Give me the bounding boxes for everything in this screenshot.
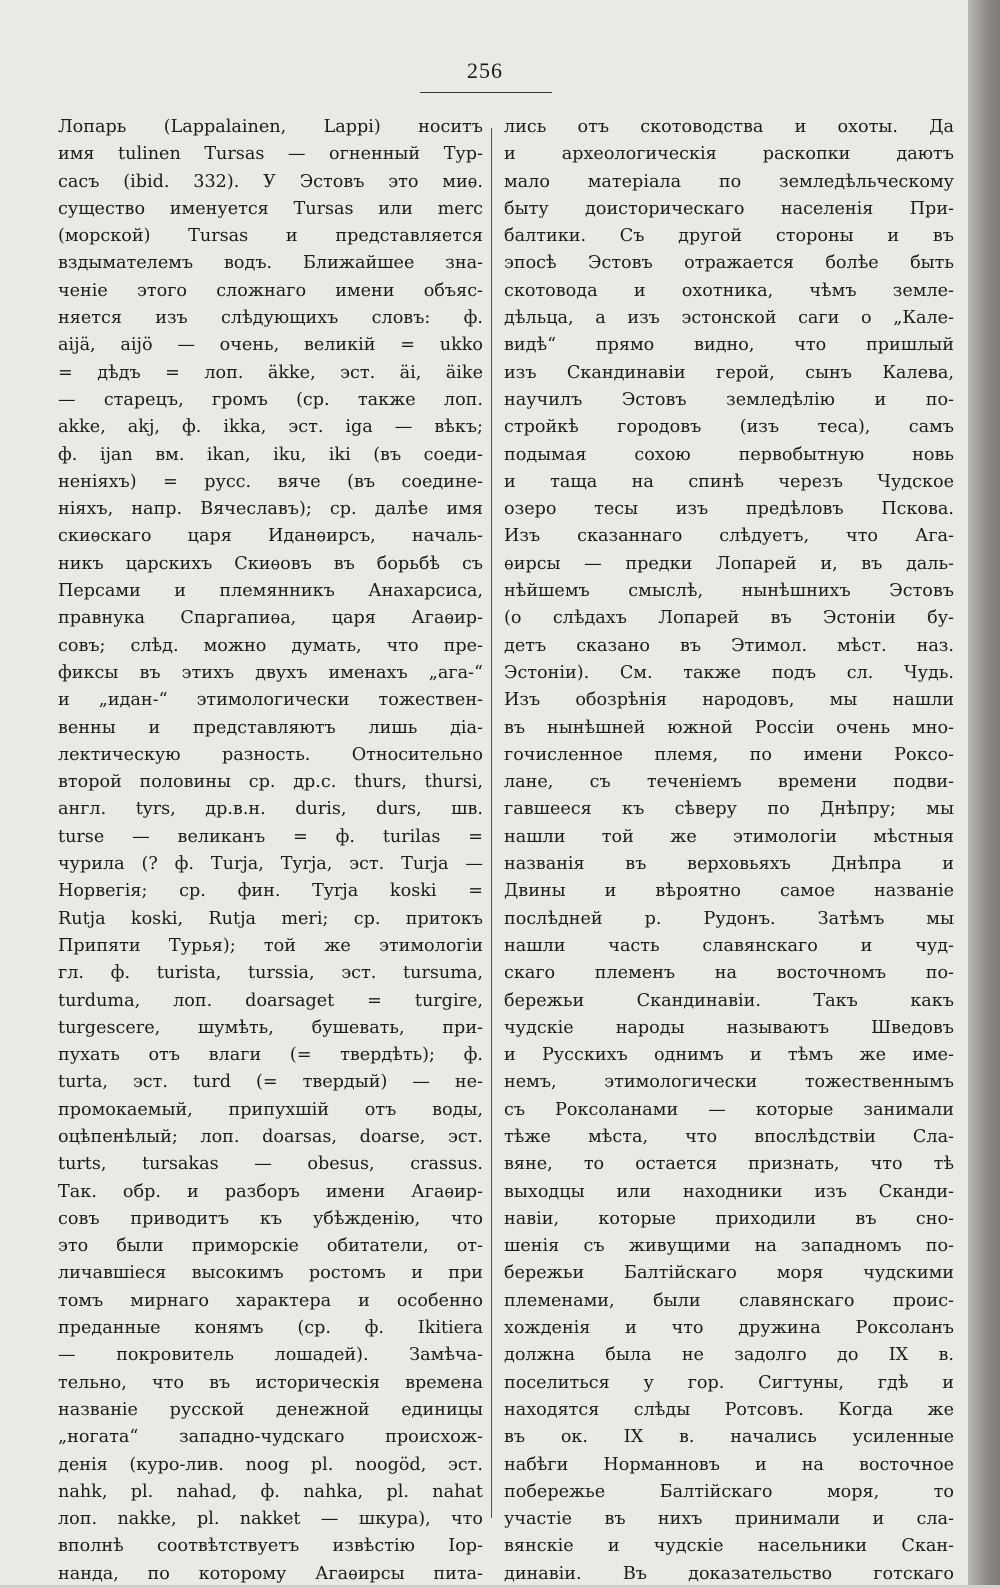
text-line: Rutja koski, Rutja meri; ср. притокъ <box>58 908 483 929</box>
text-line: немъ, этимологически тожественнымъ <box>504 1072 954 1093</box>
text-line: существо именуется Tursas или merc <box>58 198 483 219</box>
text-line: послѣдней р. Рудонъ. Затѣмъ мы <box>504 908 954 929</box>
text-line: = дѣдъ = лоп. äkke, эст. äi, äike <box>58 362 483 383</box>
text-line: второй половины ср. др.с. thurs, thursi, <box>58 772 483 793</box>
text-line: (морской) Tursas и представляется <box>58 226 483 247</box>
text-line: изъ Скандинавіи герой, сынъ Калева, <box>504 362 954 383</box>
text-line: nahk, pl. nahad, ф. nahka, pl. nahat <box>58 1481 483 1502</box>
text-line: Эстоніи). См. также подъ сл. Чудь. <box>504 662 954 683</box>
text-line: совъ; слѣд. можно думать, что пре- <box>58 635 483 656</box>
text-line: томъ мирнаго характера и особенно <box>58 1290 483 1311</box>
text-line: оцѣпенѣлый; лоп. doarsas, doarse, эст. <box>58 1126 483 1147</box>
text-line: и таща на спинѣ черезъ Чудское <box>504 471 954 492</box>
text-line: и археологическія раскопки даютъ <box>504 144 954 165</box>
text-line: Так. обр. и разборъ имени Агаѳир- <box>58 1181 483 1202</box>
text-line: съ Роксоланами — которые занимали <box>504 1099 954 1120</box>
text-line: — старецъ, громъ (ср. также лоп. <box>58 389 483 410</box>
left-text-column <box>58 114 483 1588</box>
text-line: видѣ“ прямо видно, что пришлый <box>504 335 954 356</box>
text-line: тельно, что въ историческія времена <box>58 1372 483 1393</box>
text-line: стройкѣ городовъ (изъ теса), самъ <box>504 417 954 438</box>
text-line: гочисленное племя, по имени Роксо- <box>504 744 954 765</box>
text-line: ф. ijan вм. ikan, iku, iki (въ соеди- <box>58 444 483 465</box>
text-line: (о слѣдахъ Лопарей въ Эстоніи бу- <box>504 608 954 629</box>
text-line: дѣльца, а изъ эстонской саги о „Кале- <box>504 308 954 329</box>
header-rule <box>420 92 552 93</box>
text-line: набѣги Норманновъ и на восточное <box>504 1454 954 1475</box>
text-line: детъ сказано въ Этимол. мѣст. наз. <box>504 635 954 656</box>
text-line: скотовода и охотника, чѣмъ земле- <box>504 280 954 301</box>
text-line: сасъ (ibid. 332). У Эстовъ это миѳ. <box>58 171 483 192</box>
text-line: вянскіе и чудскіе насельники Скан- <box>504 1536 954 1557</box>
text-line: вяне, то остается признать, что тѣ <box>504 1154 954 1175</box>
text-line: Лопарь (Lappalainen, Lappi) носитъ <box>58 117 483 137</box>
text-line: преданные конямъ (ср. ф. Ikitiera <box>58 1318 483 1339</box>
text-line: бережьи Балтійскаго моря чудскими <box>504 1263 954 1284</box>
text-line: turse — великанъ = ф. turilas = <box>58 826 483 847</box>
text-line: должна была не задолго до IX в. <box>504 1345 954 1366</box>
text-line: Норвегія; ср. фин. Tyrja koski = <box>58 881 483 902</box>
text-line: ченіе этого сложнаго имени объяс- <box>58 280 483 301</box>
text-line: мало матеріала по земледѣльческому <box>504 171 954 192</box>
text-line: англ. tyrs, др.в.н. duris, durs, шв. <box>58 799 483 820</box>
right-text-column <box>504 114 954 1588</box>
text-line: ніяхъ, напр. Вячеславъ); ср. далѣе имя <box>58 499 483 520</box>
text-line: имя tulinen Tursas — огненный Тур- <box>58 144 483 165</box>
text-line: подымая сохою первобытную новь <box>504 444 954 465</box>
text-line: чурила (? ф. Turja, Tyrja, эст. Turja — <box>58 854 483 875</box>
text-line: чудскіе народы называютъ Шведовъ <box>504 1017 954 1038</box>
text-line: выходцы или находники изъ Сканди- <box>504 1181 954 1202</box>
text-line: совъ приводитъ къ убѣжденію, что <box>58 1208 483 1229</box>
text-line: — покровитель лошадей). Замѣча- <box>58 1345 483 1366</box>
column-divider <box>491 128 492 1518</box>
text-line: лись отъ скотоводства и охоты. Да <box>504 117 954 137</box>
text-line: поселиться у гор. Сигтуны, гдѣ и <box>504 1372 954 1393</box>
text-line: вздымателемъ водъ. Ближайшее зна- <box>58 253 483 274</box>
text-line: turgescere, шумѣть, бушевать, при- <box>58 1017 483 1038</box>
text-line: динавіи. Въ доказательство готскаго <box>504 1563 954 1584</box>
text-line: Припяти Турья); той же этимологіи <box>58 935 483 956</box>
text-line: научилъ Эстовъ земледѣлію и по- <box>504 389 954 410</box>
text-line: навіи, которые приходили въ сно- <box>504 1208 954 1229</box>
text-line: тѣже мѣста, что впослѣдствіи Сла- <box>504 1126 954 1147</box>
text-line: фиксы въ этихъ двухъ именахъ „ага-“ <box>58 662 483 683</box>
text-line: гл. ф. turista, turssia, эст. tursuma, <box>58 963 483 984</box>
text-line: въ ок. IX в. начались усиленные <box>504 1427 954 1448</box>
text-line: личавшіеся высокимъ ростомъ и при <box>58 1263 483 1284</box>
text-line: ѳирсы — предки Лопарей и, въ даль- <box>504 553 954 574</box>
text-line: быту доисторическаго населенія При- <box>504 198 954 219</box>
text-line: turts, tursakas — obesus, crassus. <box>58 1154 483 1175</box>
text-line: turduma, лоп. doarsaget = turgire, <box>58 990 483 1011</box>
text-line: промокаемый, припухшій отъ воды, <box>58 1099 483 1120</box>
text-line: правнука Спаргапиѳа, царя Агаѳир- <box>58 608 483 629</box>
text-line: балтики. Съ другой стороны и въ <box>504 226 954 247</box>
text-line: Персами и племянникъ Анахарсиса, <box>58 581 483 602</box>
text-line: лане, съ теченіемъ времени подви- <box>504 772 954 793</box>
text-line: шенія съ живущими на западномъ по- <box>504 1236 954 1257</box>
text-line: скиѳскаго царя Иданѳирсъ, началь- <box>58 526 483 547</box>
text-line: няется изъ слѣдующихъ словъ: ф. <box>58 308 483 329</box>
text-line: неніяхъ) = русс. вяче (въ соедине- <box>58 471 483 492</box>
text-line: никъ царскихъ Скиѳовъ въ борьбѣ съ <box>58 553 483 574</box>
text-line: денія (куро-лив. noog pl. noogöd, эст. <box>58 1454 483 1475</box>
text-line: въ нынѣшней южной Россіи очень мно- <box>504 717 954 738</box>
text-line: „ногата“ западно-чудскаго происхож- <box>58 1427 483 1448</box>
text-line: лоп. nakke, pl. nakket — шкура), что <box>58 1509 483 1530</box>
text-line: бережьи Скандинавіи. Такъ какъ <box>504 990 954 1011</box>
text-line: гавшееся къ сѣверу по Днѣпру; мы <box>504 799 954 820</box>
text-line: венны и представляютъ лишь діа- <box>58 717 483 738</box>
text-line: названія въ верховьяхъ Днѣпра и <box>504 854 954 875</box>
page-edge-shadow <box>968 0 1000 1585</box>
text-line: и „идан-“ этимологически тожествен- <box>58 690 483 711</box>
text-line: нашли той же этимологіи мѣстныя <box>504 826 954 847</box>
text-line: находятся слѣды Ротсовъ. Когда же <box>504 1399 954 1420</box>
text-line: Изъ сказаннаго слѣдуетъ, что Ага- <box>504 526 954 547</box>
text-line: побережье Балтійскаго моря, то <box>504 1481 954 1502</box>
text-line: пухать отъ влаги (= твердѣть); ф. <box>58 1045 483 1066</box>
text-line: скаго племенъ на восточномъ по- <box>504 963 954 984</box>
text-line: вполнѣ соотвѣтствуетъ извѣстію Іор- <box>58 1536 483 1557</box>
text-line: участіе въ нихъ принимали и сла- <box>504 1509 954 1530</box>
text-line: нѣйшемъ смыслѣ, нынѣшнихъ Эстовъ <box>504 581 954 602</box>
text-line: нашли часть славянскаго и чуд- <box>504 935 954 956</box>
text-line: turta, эст. turd (= твердый) — не- <box>58 1072 483 1093</box>
text-line: aijä, aijö — очень, великій = ukko <box>58 335 483 356</box>
text-line: akke, akj, ф. ikka, эст. iga — вѣкъ; <box>58 417 483 438</box>
text-line: эпосѣ Эстовъ отражается болѣе быть <box>504 253 954 274</box>
text-line: хожденія и что дружина Роксоланъ <box>504 1318 954 1339</box>
text-line: и Русскихъ однимъ и тѣмъ же име- <box>504 1045 954 1066</box>
text-line: лектическую разность. Относительно <box>58 744 483 765</box>
text-line: нанда, по которому Агаѳирсы пита- <box>58 1563 483 1584</box>
text-line: племенами, были славянскаго проис- <box>504 1290 954 1311</box>
text-line: Изъ обозрѣнія народовъ, мы нашли <box>504 690 954 711</box>
text-line: озеро тесы изъ предѣловъ Пскова. <box>504 499 954 520</box>
text-line: Двины и вѣроятно самое названіе <box>504 881 954 902</box>
text-line: это были приморскіе обитатели, от- <box>58 1236 483 1257</box>
text-line: названіе русской денежной единицы <box>58 1399 483 1420</box>
page-number: 256 <box>467 58 503 83</box>
